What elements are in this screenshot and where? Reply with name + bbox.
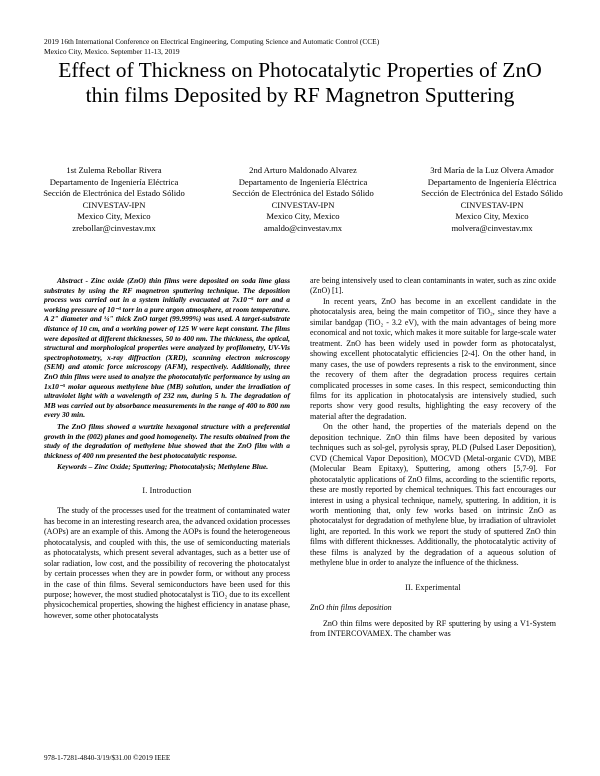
author-city: Mexico City, Mexico (266, 211, 340, 221)
intro-paragraph-1: The study of the processes used for the treatment of contaminated water has become in an interesting research area, the advanced oxidation processes (AOPs) are an example of this. Among the AOPs is found the heterogeneous photocatalysis, and coupled with this, the use of semiconducting materials as photocatalysts, which present several advantages, such as a better use of solar radiation, low cost, and the possibility of recovering the photocatalyst by certain processes when they are in powder form, or without any process in the case of thin films. Several semiconductors have been used for this purpose; however, the most studied photocatalyst is TiO₂ due to its excellent physicochemical properties, showing the highest efficiency in anatase phase, however, some other photocatalysts (44, 506, 290, 620)
right-column (310, 276, 556, 640)
author-section: Sección de Electrónica del Estado Sólido (43, 188, 185, 198)
abstract-paragraph-1: Abstract - Zinc oxide (ZnO) thin films were deposited on soda lime glass substrates by using the RF magnetron sputtering technique. The deposition process was carried out in a system initially evacuated at 7x10⁻⁵ torr and a working pressure of 10⁻³ torr in a pure argon atmosphere, at room temperature. A 2" diameter and ¼" thick ZnO target (99.999%) was used. A target-substrate distance of 10 cm, and a working power of 125 W were kept constant. The films were deposited at different thicknesses, 50 to 400 nm. The thickness, the optical, structural and morphological properties were analyzed by profilometry, UV-Vis spectrophotometry, x-ray diffraction (XRD), scanning electron microscopy (SEM) and atomic force microscopy (AFM), respectively. Additionally, three ZnO thin films were used to analyze the photocatalytic performance by using an 1x10⁻⁵ molar aqueous methylene blue (MB) solution, under the irradiation of ultraviolet light with a wavelength of 232 nm, during 5 h. The degradation of MB was carried out by absorbance measurements in the range of 400 to 800 nm every 30 min. (44, 276, 290, 420)
conference-line-1: 2019 16th International Conference on Electrical Engineering, Computing Science and Automatic Control (CCE) (44, 37, 380, 46)
author-city: Mexico City, Mexico (77, 211, 151, 221)
author-name: 2nd Arturo Maldonado Alvarez (249, 165, 357, 175)
section-heading-introduction: I. Introduction (142, 485, 192, 495)
subsection-heading: ZnO thin films deposition (310, 603, 392, 613)
keywords: Keywords – Zinc Oxide; Sputtering; Photocatalysis; Methylene Blue. (57, 462, 269, 472)
author-block (20, 165, 586, 234)
intro-continuation: are being intensively used to clean contaminants in water, such as zinc oxide (ZnO) [1]. (310, 276, 556, 296)
author-section: Sección de Electrónica del Estado Sólido (232, 188, 374, 198)
author-dept: Departamento de Ingeniería Eléctrica (49, 176, 179, 187)
author-inst: CINVESTAV-IPN (82, 199, 146, 210)
author-1 (20, 165, 208, 234)
author-name: 3rd María de la Luz Olvera Amador (430, 165, 554, 175)
abstract-paragraph-2: The ZnO films showed a wurtzite hexagonal structure with a preferential growth in the (002) planes and good homogeneity. The results obtained from the study of the degradation of methylene blue showed that the ZnO film with a thickness of 400 nm presented the best photocatalytic response. (44, 421, 290, 460)
left-column (44, 276, 290, 621)
conference-line-2: Mexico City, Mexico. September 11-13, 2019 (44, 46, 180, 56)
author-dept: Departamento de Ingeniería Eléctrica (427, 176, 557, 187)
copyright-footer: 978-1-7281-4840-3/19/$31.00 ©2019 IEEE (44, 754, 171, 762)
author-email[interactable]: zrebollar@cinvestav.mx (72, 222, 156, 233)
section-heading-experimental: II. Experimental (405, 582, 461, 592)
author-inst: CINVESTAV-IPN (460, 199, 524, 210)
conference-header (44, 37, 424, 56)
paper-title: Effect of Thickness on Photocatalytic Properties of ZnO thin films Deposited by RF Magnetron Sputtering (58, 58, 542, 107)
abstract (44, 276, 290, 472)
author-inst: CINVESTAV-IPN (271, 199, 335, 210)
author-section: Sección de Electrónica del Estado Sólido (421, 188, 563, 198)
author-2 (209, 165, 397, 234)
experimental-paragraph-1: ZnO thin films were deposited by RF sputtering by using a V1-System from INTERCOVAMEX. The chamber was (310, 618, 556, 639)
intro-paragraph-2: In recent years, ZnO has become in an excellent candidate in the photocatalysis area, being the main competitor of TiO₂, since they have a similar bandgap (TiO₂ - 3.2 eV), with the main advantages of being more economical and not toxic, which makes it more suitable for large-scale water treatment. ZnO has been widely used in powder form as photocatalyst, showing excellent photocatalytic efficiencies [2-4]. On the other hand, in many cases, the use of powders represents a risk to the environment, since the recovery of them after the degradation process requires certain complicated processes in some cases. In this respect, semiconducting thin films for its application in photocatalysis are intensively studied, such reports show very good results, highlighting the easy recovery of the material after the degradation. (310, 296, 556, 421)
author-email[interactable]: amaldo@cinvestav.mx (263, 222, 343, 233)
author-email[interactable]: molvera@cinvestav.mx (451, 222, 533, 233)
author-dept: Departamento de Ingeniería Eléctrica (238, 176, 368, 187)
intro-paragraph-3: On the other hand, the properties of the materials depend on the deposition technique. ZnO thin films have been deposited by various techniques such as sol-gel, pyrolysis spray, PLD (Pulsed Laser Deposition), CVD (Chemical Vapor Deposition), MOCVD (Metal-organic CVD), MBE (Molecular Beam Epitaxy), Sputtering, among others [5,7-9]. For photocatalytic applications of ZnO films, according to the scientific reports, these are mostly reported by chemical techniques. This fact encourages our interest in using a physical technique, namely, sputtering. In addition, it is worth mentioning that, only few works based on intrinsic ZnO as photocatalyst for degradation of methylene blue, by irradiation of ultraviolet light, are reported. In this work we report the study of sputtered ZnO thin films with different thicknesses. Additionally, the photocatalytic activity of these films is analyzed by the degradation of a aqueous solution of methylene blue in order to analyze the influence of the thickness. (310, 422, 556, 568)
author-name: 1st Zulema Rebollar Rivera (66, 165, 162, 175)
author-city: Mexico City, Mexico (455, 211, 529, 221)
author-3 (398, 165, 586, 234)
